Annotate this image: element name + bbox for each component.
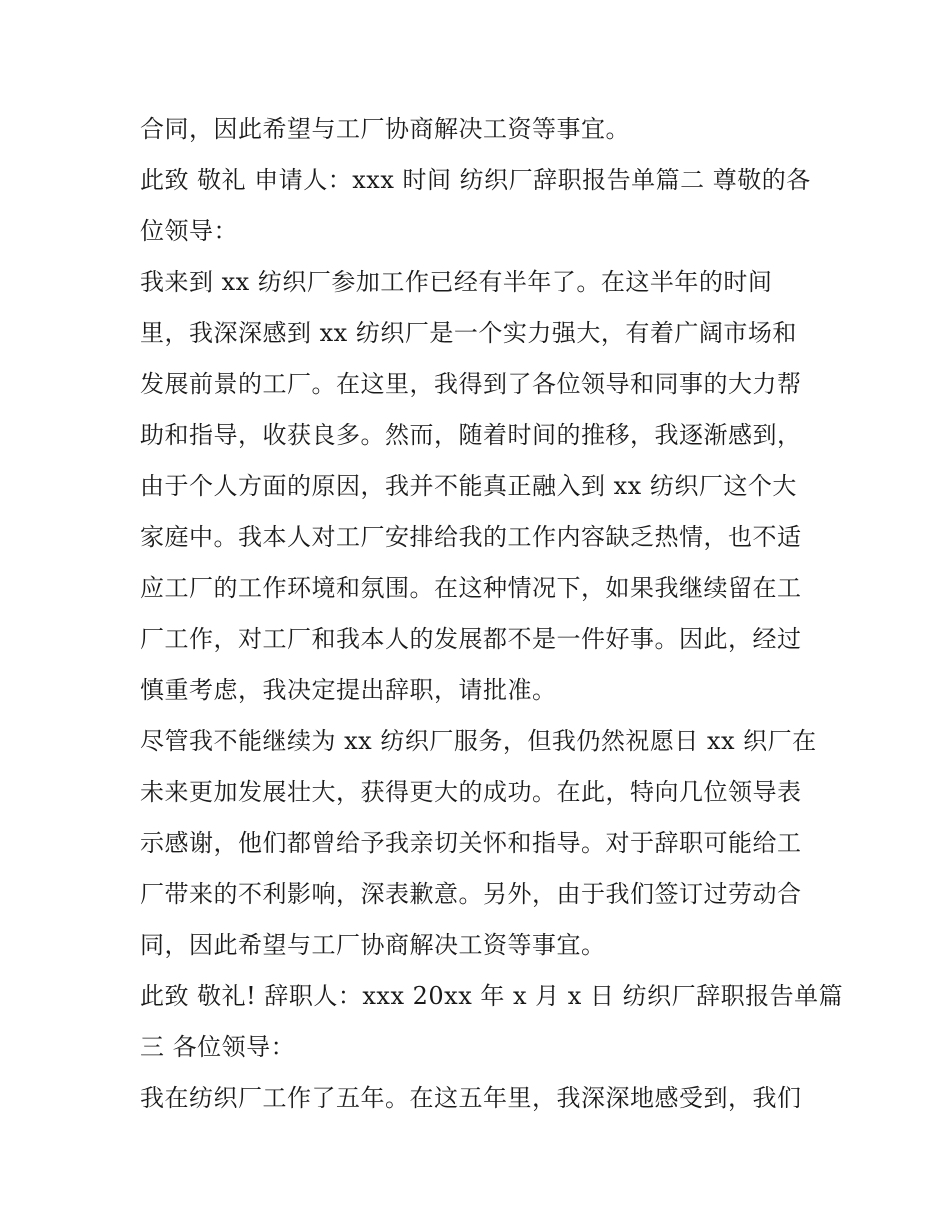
text-line: 助和指导，收获良多。然而，随着时间的推移，我逐渐感到， [140,421,802,449]
text-line: 此致 敬礼 申请人：xxx 时间 纺织厂辞职报告单篇二 尊敬的各 [140,166,811,194]
text-line: 尽管我不能继续为 xx 纺织厂服务，但我仍然祝愿日 xx 织厂在 [140,727,817,755]
text-line: 应工厂的工作环境和氛围。在这种情况下，如果我继续留在工 [140,574,802,602]
text-line: 慎重考虑，我决定提出辞职，请批准。 [140,676,557,704]
text-line: 示感谢，他们都曾给予我亲切关怀和指导。对于辞职可能给工 [140,829,802,857]
text-line: 合同，因此希望与工厂协商解决工资等事宜。 [140,115,630,143]
text-line: 里，我深深感到 xx 纺织厂是一个实力强大，有着广阔市场和 [140,319,797,347]
text-line: 我在纺织厂工作了五年。在这五年里，我深深地感受到，我们 [140,1084,802,1112]
text-line: 家庭中。我本人对工厂安排给我的工作内容缺乏热情，也不适 [140,523,802,551]
text-line: 厂带来的不利影响，深表歉意。另外，由于我们签订过劳动合 [140,880,802,908]
text-line: 厂工作，对工厂和我本人的发展都不是一件好事。因此，经过 [140,625,802,653]
text-line: 同，因此希望与工厂协商解决工资等事宜。 [140,931,606,959]
document-body [140,104,844,1124]
text-line: 此致 敬礼! 辞职人：xxx 20xx 年 x 月 x 日 纺织厂辞职报告单篇 [140,982,844,1010]
text-line: 三 各位领导： [140,1033,296,1061]
text-line: 发展前景的工厂。在这里，我得到了各位领导和同事的大力帮 [140,370,802,398]
text-line: 未来更加发展壮大，获得更大的成功。在此，特向几位领导表 [140,778,802,806]
text-line: 我来到 xx 纺织厂参加工作已经有半年了。在这半年的时间 [140,268,773,296]
text-line: 由于个人方面的原因，我并不能真正融入到 xx 纺织厂这个大 [140,472,797,500]
text-line: 位领导： [140,217,238,245]
